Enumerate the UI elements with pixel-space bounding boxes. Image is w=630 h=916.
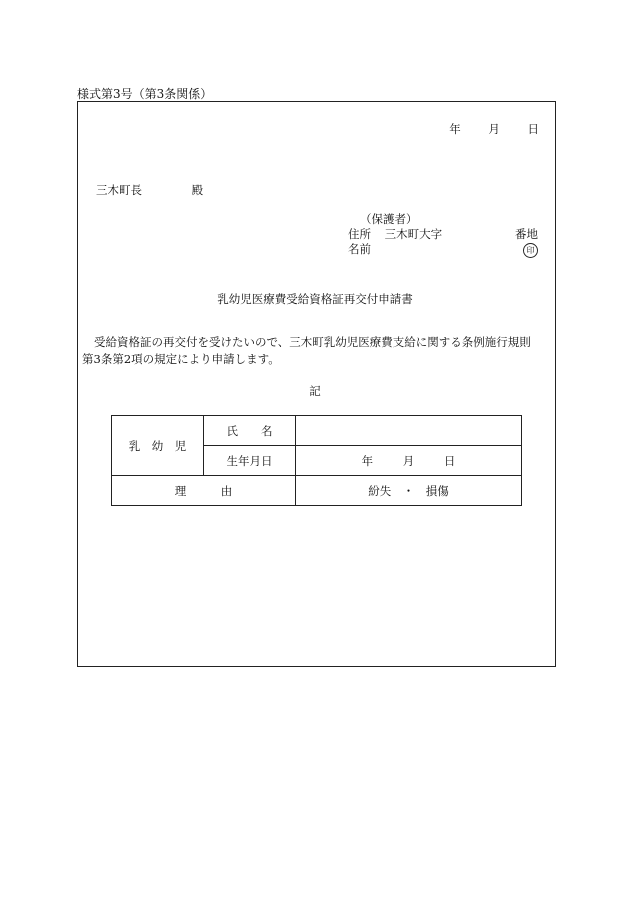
document-title: 乳幼児医療費受給資格証再交付申請書: [217, 292, 413, 306]
applicant-name-line: [348, 242, 538, 257]
birth-year: 年: [361, 453, 374, 468]
name-value-cell[interactable]: [296, 416, 522, 446]
date-month: 月: [488, 122, 500, 136]
seal-mark: 印: [523, 243, 538, 258]
date-day: 日: [527, 122, 539, 136]
applicant-block: [348, 212, 538, 257]
addressee-name: 三木町長: [96, 183, 142, 197]
address-suffix: 番地: [515, 227, 538, 241]
infant-label: 乳 幼 児: [112, 416, 204, 476]
birth-value-cell[interactable]: [296, 446, 522, 476]
body-line-1: 受給資格証の再交付を受けたいので、三木町乳幼児医療費支給に関する条例施行規則: [94, 335, 531, 349]
name-label: 名前: [348, 242, 371, 256]
address-value: 三木町大字: [384, 227, 443, 241]
table-row: [112, 476, 522, 506]
form-number: 様式第3号（第3条関係）: [77, 87, 213, 101]
record-mark: 記: [309, 384, 321, 398]
name-label-cell: 氏 名: [204, 416, 296, 446]
detail-table: [111, 415, 522, 506]
birth-month: 月: [402, 453, 415, 468]
date-line: [449, 121, 539, 137]
body-text: [82, 334, 552, 367]
date-year: 年: [449, 122, 461, 136]
table-row: [112, 416, 522, 446]
applicant-role: （保護者）: [360, 212, 418, 226]
reason-label-cell: 理 由: [112, 476, 296, 506]
address-label: 住所: [348, 227, 371, 241]
birth-label-cell: 生年月日: [204, 446, 296, 476]
addressee: [96, 182, 203, 198]
birth-day: 日: [443, 453, 456, 468]
applicant-address-line: [348, 227, 538, 242]
body-line-2: 第3条第2項の規定により申請します。: [82, 351, 280, 366]
reason-value-cell[interactable]: 紛失 ・ 損傷: [296, 476, 522, 506]
addressee-honorific: 殿: [191, 183, 204, 197]
